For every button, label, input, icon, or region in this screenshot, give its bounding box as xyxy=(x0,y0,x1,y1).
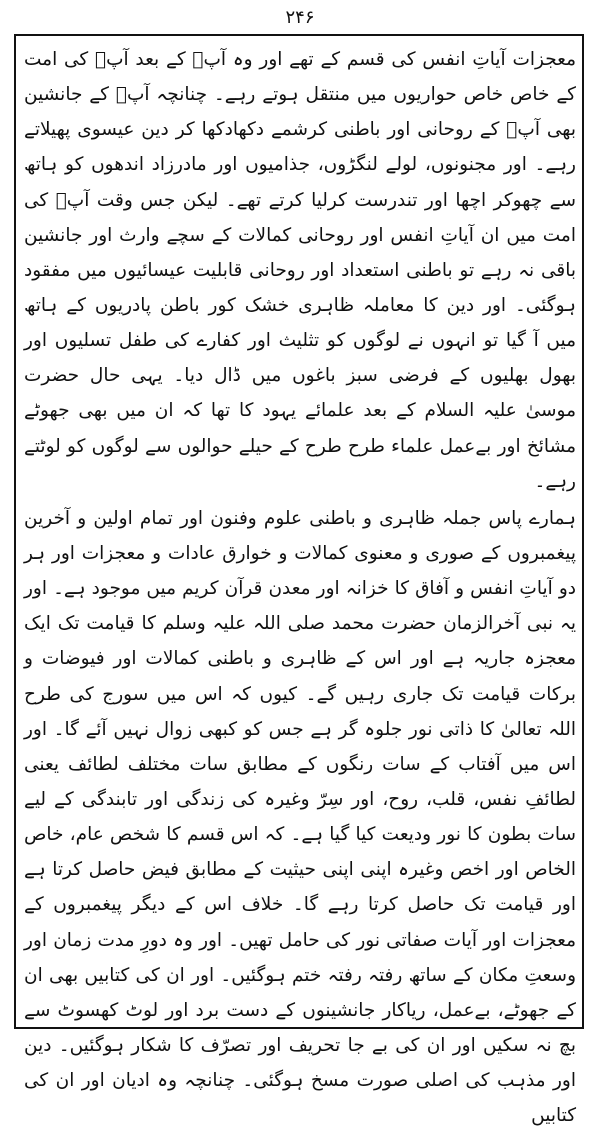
paragraph-2: ہمارے پاس جملہ ظاہری و باطنی علوم وفنون اور تمام اولین و آخرین پیغمبروں کے صوری و معنوی کمالات و خوارق عادات و معجزات اور ہر دو آیاتِ انفس و آفاق کا خزانہ اور معدن قرآن کریم میں موجود ہے۔ اور یہ نبی آخرالزمان حضرت محمد صلی اللہ علیہ وسلم کا قیامت تک ایک معجزہ جاریہ ہے اور اس کے ظاہری و باطنی کمالات اور فیوضات و برکات قیامت تک جاری رہیں گے۔ کیوں کہ اس میں سورج کی طرح اللہ تعالیٰ کا ذاتی نور جلوہ گر ہے جس کو کبھی زوال نہیں آئے گا۔ اور اس میں آفتاب کے سات رنگوں کے مطابق سات مختلف لطائف یعنی لطائفِ نفس، قلب، روح، اور سِرّ وغیرہ کی زندگی اور تابندگی کے لیے سات بطون کا نور ودیعت کیا گیا ہے۔ کہ اس قسم کا شخص عام، خاص الخاص اور اخص وغیرہ اپنی اپنی حیثیت کے مطابق فیض حاصل کرتا ہے اور قیامت تک حاصل کرتا رہے گا۔ خلاف اس کے دیگر پیغمبروں کے معجزات اور آیات صفاتی نور کی حامل تھیں۔ اور وہ دورِ مدت زمان اور وسعتِ مکان کے ساتھ رفتہ رفتہ ختم ہوگئیں۔ اور ان کی کتابیں بھی ان کے جھوٹے، بےعمل، ریاکار جانشینوں کے دست برد اور لوٹ کھسوٹ سے بچ نہ سکیں اور ان کی بے جا تحریف اور تصرّف کا شکار ہوگئیں۔ دین اور مذہب کی اصلی صورت مسخ ہوگئی۔ چنانچہ وہ ادیان اور ان کی کتابیں xyxy=(24,507,576,1127)
page-body-text xyxy=(24,42,576,1127)
paragraph-1: معجزات آیاتِ انفس کی قسم کے تھے اور وہ آپؑ کے بعد آپؑ کی امت کے خاص خاص حواریوں میں منتقل ہوتے رہے۔ چنانچہ آپؑ کے جانشین بھی آپؑ کے روحانی اور باطنی کرشمے دکھادکھا کر دین عیسوی پھیلاتے رہے۔ اور مجنونوں، لولے لنگڑوں، جذامیوں اور مادرزاد اندھوں کو ہاتھ سے چھوکر اچھا اور تندرست کرلیا کرتے تھے۔ لیکن جس وقت آپؑ کی امت میں ان آیاتِ انفس اور روحانی کمالات کے سچے وارث اور جانشین باقی نہ رہے تو باطنی استعداد اور روحانی قابلیت عیسائیوں میں مفقود ہوگئی۔ اور دین کا معاملہ ظاہری خشک کور باطن پادریوں کے ہاتھ میں آ گیا تو انہوں نے لوگوں کو تثلیث اور کفارے کی طفل تسلیوں اور بھول بھلیوں کے فرضی سبز باغوں میں ڈال دیا۔ یہی حال حضرت موسیٰ علیہ السلام کے بعد علمائے یہود کا تھا کہ ان میں بھی جھوٹے مشائخ اور بےعمل علماء طرح طرح کے حیلے حوالوں سے لوگوں کو لوٹتے رہے۔ xyxy=(24,49,576,492)
page-number: ۲۴۶ xyxy=(285,7,315,28)
